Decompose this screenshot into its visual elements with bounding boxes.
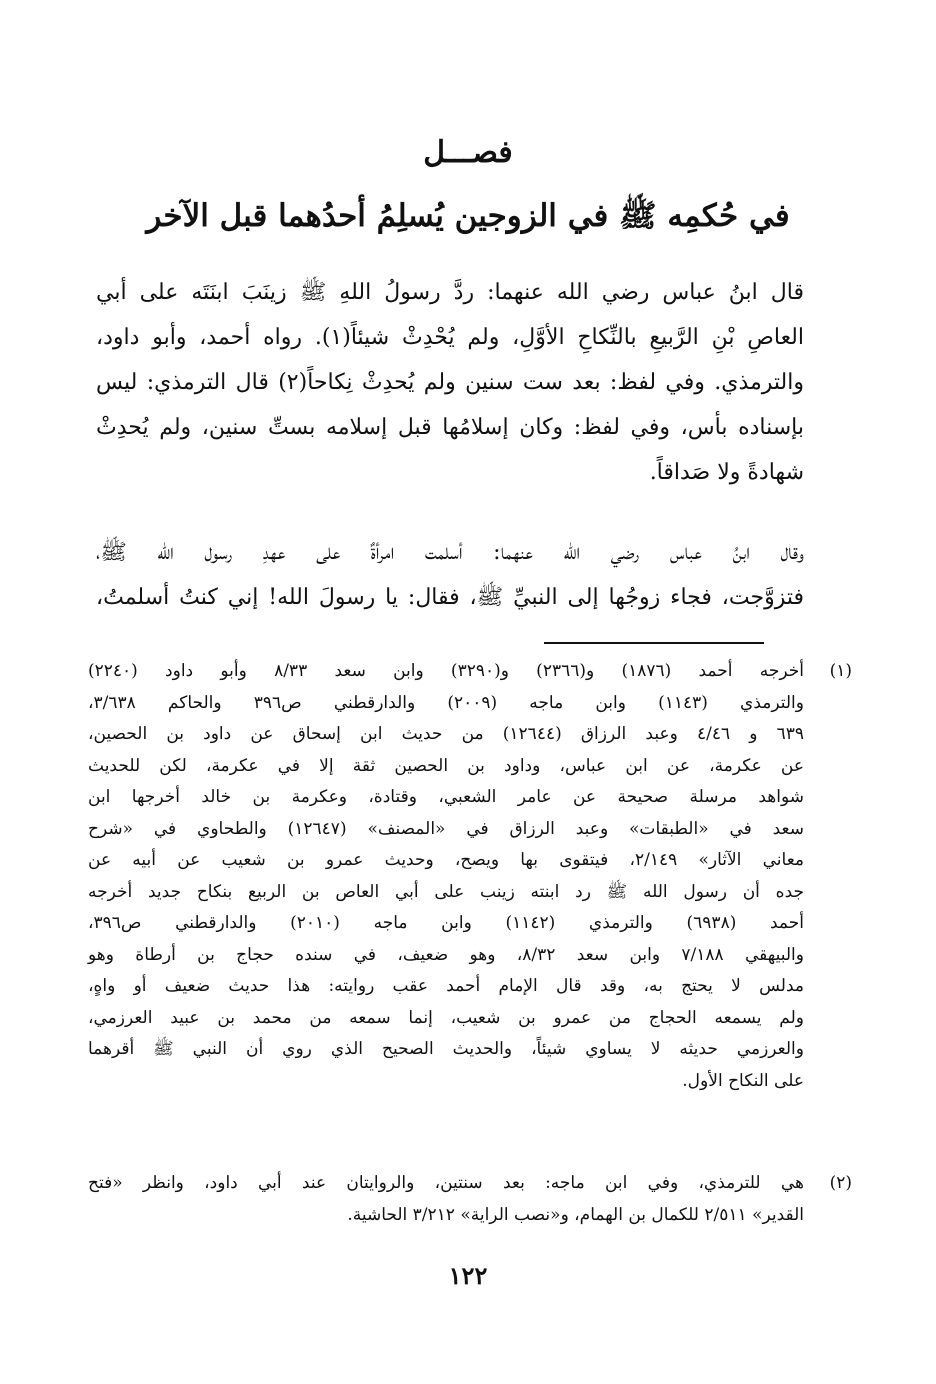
text-line: شهادةً ولا صَداقاً. [649, 460, 804, 485]
footnote-line: أخرجه أحمد (١٨٧٦) و(٢٣٦٦) و(٣٢٩٠) وابن سعد ٨/٣٣ وأبو داود (٢٢٤٠) [88, 661, 804, 681]
text-line: بإسناده بأس، وفي لفظ: وكان إسلامُها قبل إسلامه بستِّ سنين، ولم يُحدِثْ [96, 415, 804, 440]
footnote-line: شواهد مرسلة صحيحة عن عامر الشعبي، وقتادة، وعكرمة بن خالد أخرجها ابن [88, 787, 804, 807]
footnote-line: أحمد (٦٩٣٨) والترمذي (١١٤٢) وابن ماجه (٢٠١٠) والدارقطني ص٣٩٦، [88, 913, 804, 933]
footnote-line: على النكاح الأول. [682, 1070, 804, 1091]
footnote-line: جده أن رسول الله ﷺ رد ابنته زينب على أبي العاص بن الربيع بنكاح جديد أخرجه [88, 881, 804, 902]
footnote-line: والعرزمي حديثه لا يساوي شيئاً، والحديث الصحيح الذي روي أن النبي ﷺ أقرهما [88, 1039, 804, 1059]
footnote-line: القدير» ٢/٥١١ للكمال بن الهمام، و«نصب الراية» ٣/٢١٢ الحاشية. [347, 1204, 804, 1225]
footnote-1 [88, 656, 852, 1097]
footnote-line: والبيهقي ٧/١٨٨ وابن سعد ٨/٣٢، وهو ضعيف، في سنده حجاج بن أرطاة وهو [88, 944, 804, 965]
footnote-number: (١) [829, 661, 852, 681]
text-line: قال ابنُ عباس رضي الله عنهما: ردَّ رسولُ اللهِ ﷺ زينَبَ ابنَتَه على أبي [96, 280, 804, 305]
footnote-line: معاني الآثار» ٢/١٤٩، فيتقوى بها ويصح، وحديث عمرو بن شعيب عن أبيه عن [88, 850, 804, 870]
footnote-line: ٦٣٩ و ٤/٤٦ وعبد الرزاق (١٢٦٤٤) من حديث ابن إسحاق عن داود بن الحصين، [88, 724, 805, 744]
footnote-number: (٢) [829, 1173, 852, 1193]
footnote-line: سعد في «الطبقات» وعبد الرزاق في «المصنف» (١٢٦٤٧) والطحاوي في «شرح [88, 818, 805, 839]
footnote-line: والترمذي (١١٤٣) وابن ماجه (٢٠٠٩) والدارقطني ص٣٩٦ والحاكم ٣/٦٣٨، [88, 692, 804, 713]
chapter-title: في حُكمِه ﷺ في الزوجين يُسلِمُ أحدُهما قبل الآخر [146, 198, 790, 234]
text-line: فتزوَّجت، فجاء زوجُها إلى النبيِّ ﷺ، فقال: يا رسولَ الله! إني كنتُ أسلمتُ، [96, 585, 804, 610]
footnote-line: ولم يسمعه الحجاج من عمرو بن شعيب، إنما سمعه من محمد بن عبيد العرزمي، [88, 1007, 804, 1028]
text-line: العاصِ بْنِ الرَّبيعِ بالنِّكاحِ الأوَّلِ، ولم يُحْدِثْ شيئاً(١). رواه أحمد، وأبو داود، [96, 325, 804, 350]
footnote-2 [88, 1168, 852, 1231]
section-heading: فصـــل [423, 135, 513, 170]
paragraph-2 [96, 530, 804, 620]
text-line: وقال ابنُ عباس رضي الله عنهما: أسلمت امرأةٌ على عهدِ رسول الله ﷺ، [96, 540, 804, 565]
footnote-line: عن عكرمة، عن ابن عباس، وداود بن الحصين ثقة إلا في عكرمة، لكن للحديث [88, 755, 804, 776]
footnote-divider [544, 642, 764, 644]
page-number: ١٢٢ [448, 1261, 488, 1290]
text-line: والترمذي. وفي لفظ: بعد ست سنين ولم يُحدِثْ نِكاحاً(٢) قال الترمذي: ليس [96, 370, 804, 395]
footnote-line: هي للترمذي، وفي ابن ماجه: بعد سنتين، والروايتان عند أبي داود، وانظر «فتح [88, 1173, 804, 1193]
paragraph-1 [96, 270, 804, 495]
footnote-line: مدلس لا يحتج به، وقد قال الإمام أحمد عقب روايته: هذا حديث ضعيف أو واهٍ، [88, 976, 804, 996]
